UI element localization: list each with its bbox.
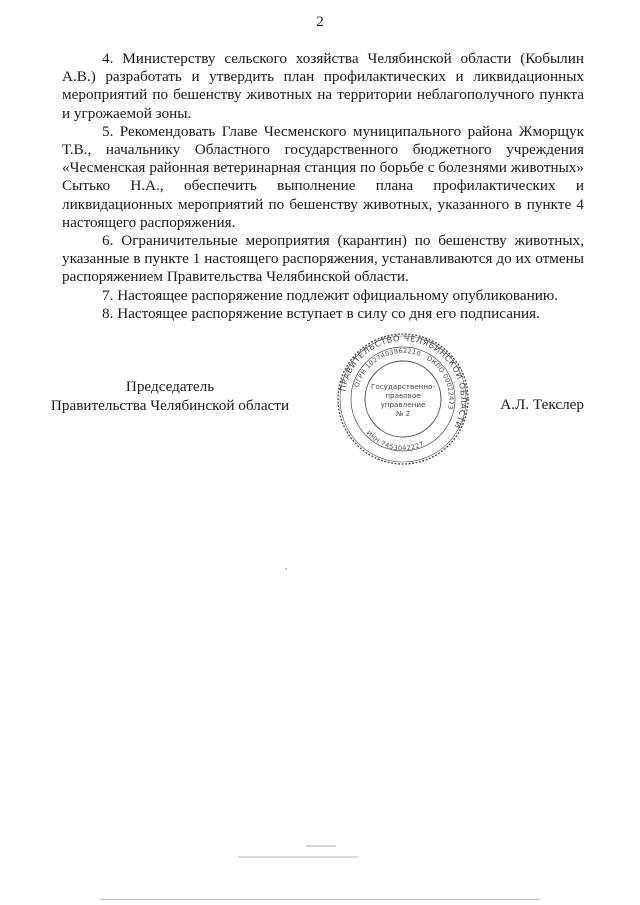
document-body	[62, 50, 584, 323]
scan-artifact-line	[306, 845, 336, 847]
page-bottom-edge	[100, 899, 540, 900]
paragraph-4: 4. Министерству сельского хозяйства Челябинской области (Кобылин А.В.) разработать и утвердить план профилактических и ликвидационных мероприятий по бешенству животных на территории неблагополучного пункта и угрожаемой зоны.	[62, 50, 584, 122]
seal-center-line-2: правовое	[385, 391, 421, 400]
seal-inn-text: ИНН 7453042227	[364, 428, 426, 453]
paragraph-7: 7. Настоящее распоряжение подлежит официальному опубликованию.	[102, 286, 559, 304]
official-seal	[336, 332, 470, 466]
seal-codes-text: ОГРН 1027403862210 · ОКПО 00022473	[352, 346, 456, 411]
paragraph-6: 6. Ограничительные мероприятия (карантин) по бешенству животных, указанные в пункте 1 настоящего распоряжения, устанавливаются до их отмены распоряжением Правительства Челябинской области.	[62, 232, 584, 286]
scan-artifact-line	[238, 856, 358, 858]
paragraph-5: 5. Рекомендовать Главе Чесменского муниципального района Жморщук Т.В., начальнику Областного государственного бюджетного учреждения «Чесменская районная ветеринарная станция по борьбе с болезнями животных» Сытько Н.А., обеспечить выполнение плана профилактических и ликвидационных мероприятий по бешенству животных, указанного в пункте 4 настоящего распоряжения.	[62, 122, 584, 231]
paragraph-8: 8. Настоящее распоряжение вступает в силу со дня его подписания.	[102, 304, 540, 322]
scan-speck	[285, 568, 287, 570]
seal-center-line-3: управление	[380, 400, 426, 409]
seal-center-line-4: № 2	[395, 409, 411, 418]
signatory-title	[50, 378, 290, 415]
page-number: 2	[316, 14, 324, 30]
signatory-title-line-1: Председатель	[125, 378, 215, 395]
seal-outer-text: ПРАВИТЕЛЬСТВО ЧЕЛЯБИНСКОЙ ОБЛАСТИ	[337, 332, 470, 431]
signatory-title-line-2: Правительства Челябинской области	[50, 396, 290, 414]
signatory-name: А.Л. Текслер	[500, 396, 584, 413]
seal-center-line-1: Государственно-	[370, 382, 436, 391]
